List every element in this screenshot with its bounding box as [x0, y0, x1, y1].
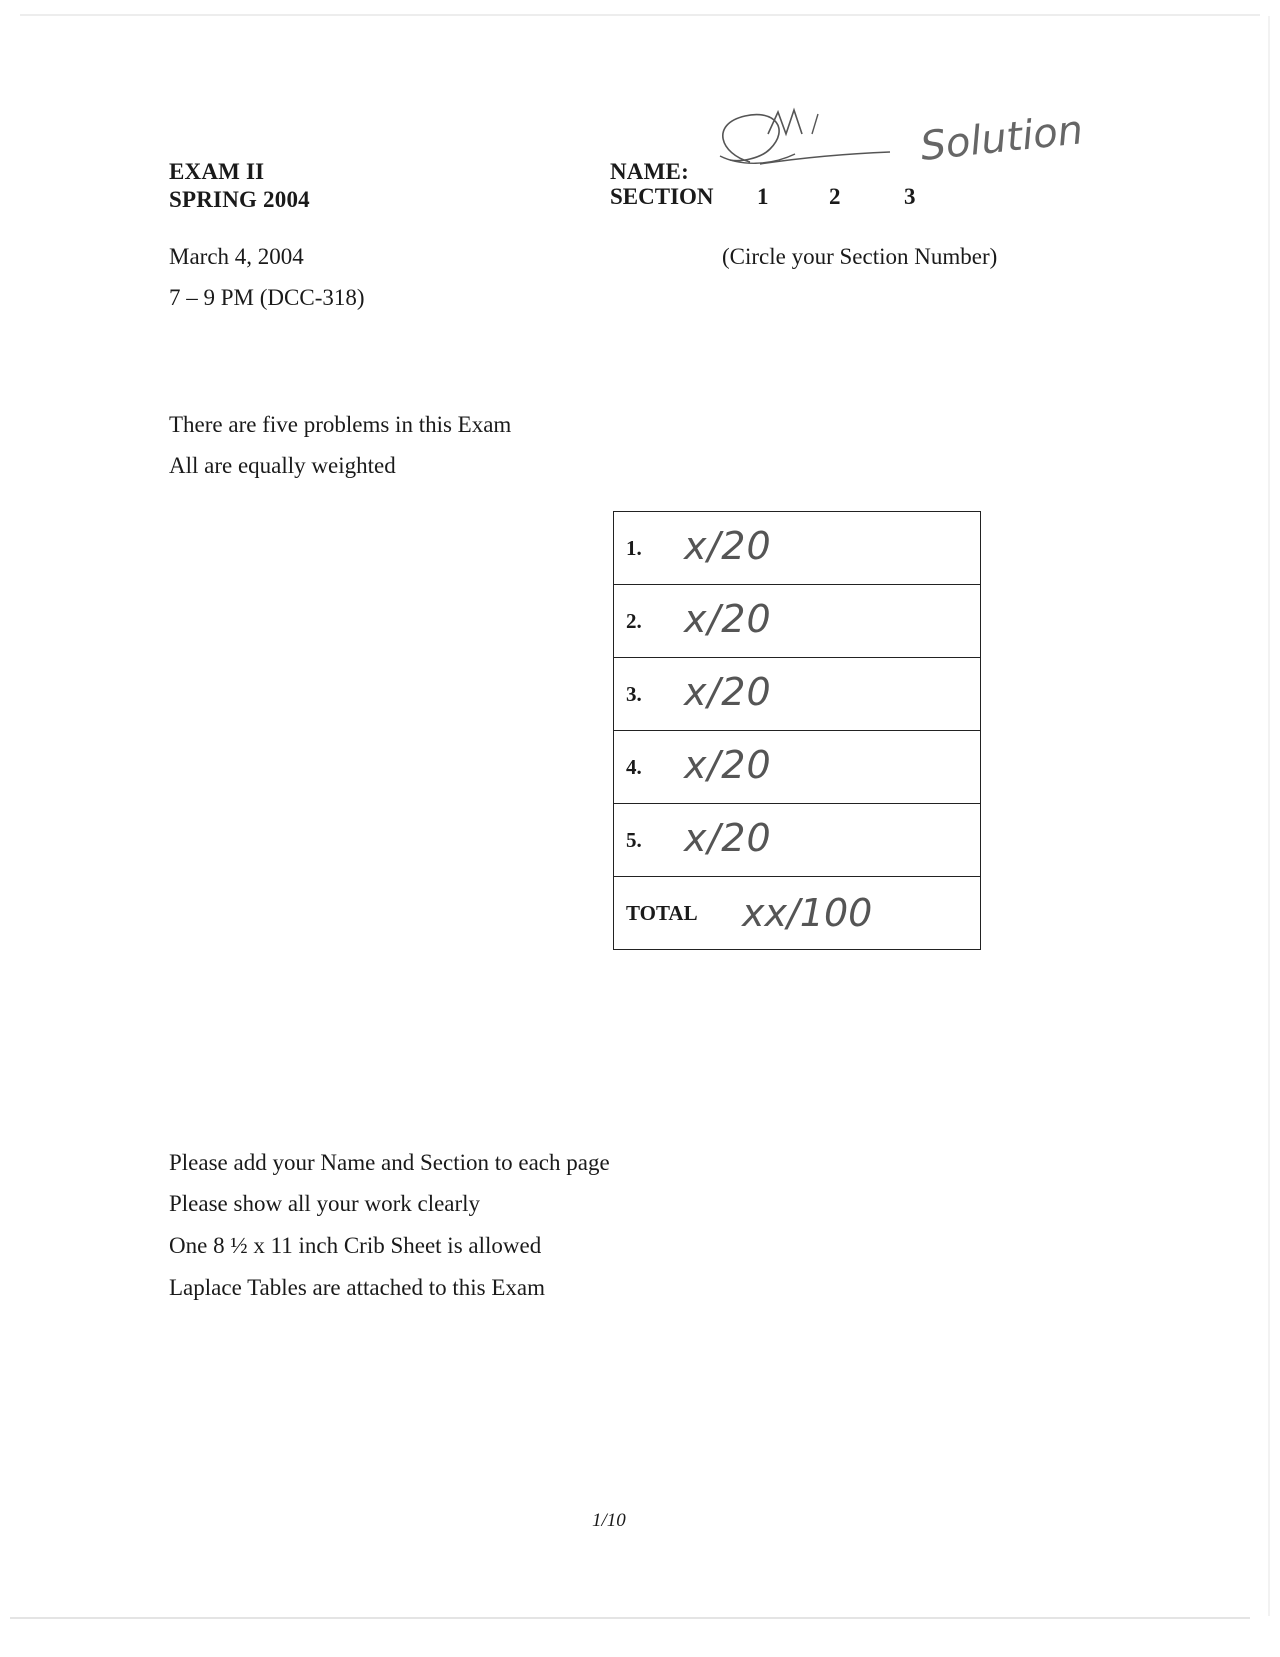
intro-problem-count: There are five problems in this Exam [169, 412, 512, 437]
exam-date: March 4, 2004 [169, 244, 304, 269]
problem-score[interactable]: x/20 [684, 670, 772, 714]
name-label: NAME: [610, 159, 689, 184]
score-table [613, 511, 981, 950]
table-row [614, 585, 981, 658]
section-option-3[interactable]: 3 [904, 184, 916, 209]
handwritten-name: Solution [918, 107, 1086, 170]
page-number: 1/10 [592, 1510, 626, 1531]
exam-term: SPRING 2004 [169, 187, 310, 212]
problem-label: 5. [626, 828, 642, 852]
section-option-1[interactable]: 1 [757, 184, 769, 209]
total-score[interactable]: xx/100 [742, 891, 873, 935]
problem-score[interactable]: x/20 [684, 597, 772, 641]
scan-edge-top [20, 14, 1260, 16]
table-row [614, 731, 981, 804]
section-row [610, 184, 916, 210]
problem-label: 4. [626, 755, 642, 779]
problem-score[interactable]: x/20 [684, 743, 772, 787]
scan-edge-bottom [10, 1617, 1250, 1619]
section-instruction: (Circle your Section Number) [722, 244, 998, 269]
problem-label: 2. [626, 609, 642, 633]
section-label: SECTION [610, 184, 714, 209]
instruction-show-work: Please show all your work clearly [169, 1191, 481, 1216]
problem-label: 3. [626, 682, 642, 706]
exam-time-location: 7 – 9 PM (DCC-318) [169, 285, 365, 310]
table-row [614, 512, 981, 585]
total-label: TOTAL [626, 901, 698, 925]
problem-label: 1. [626, 536, 642, 560]
intro-weighting: All are equally weighted [169, 453, 396, 478]
handwritten-signature-icon [700, 104, 1140, 194]
exam-title: EXAM II [169, 159, 265, 184]
problem-score[interactable]: x/20 [684, 524, 772, 568]
instruction-crib-sheet: One 8 ½ x 11 inch Crib Sheet is allowed [169, 1233, 542, 1258]
scan-edge-right [1268, 16, 1270, 1616]
table-row-total [614, 877, 981, 950]
table-row [614, 804, 981, 877]
instruction-name-section: Please add your Name and Section to each page [169, 1150, 610, 1175]
problem-score[interactable]: x/20 [684, 816, 772, 860]
table-row [614, 658, 981, 731]
section-option-2[interactable]: 2 [829, 184, 841, 209]
instruction-laplace-tables: Laplace Tables are attached to this Exam [169, 1275, 546, 1300]
